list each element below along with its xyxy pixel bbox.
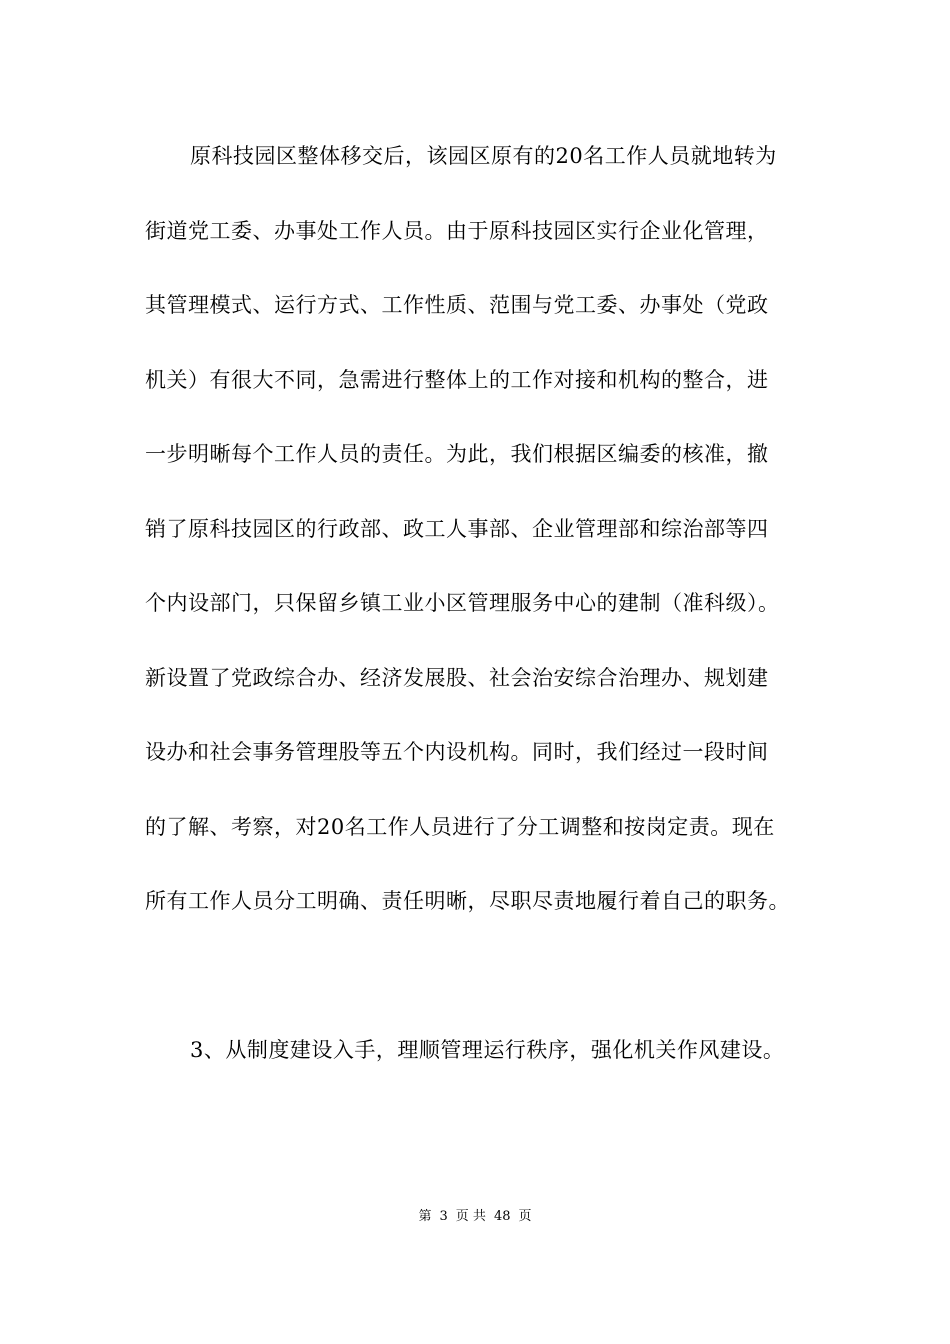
footer-mid: 页 共: [455, 1209, 486, 1224]
paragraph-line: 设办和社会事务管理股等五个内设机构。同时，我们经过一段时间: [145, 740, 769, 764]
paragraph-line: 销了原科技园区的行政部、政工人事部、企业管理部和综治部等四: [145, 517, 769, 541]
paragraph-line: 个内设部门，只保留乡镇工业小区管理服务中心的建制（准科级）。: [145, 591, 780, 615]
paragraph-line: 一步明晰每个工作人员的责任。为此，我们根据区编委的核准，撤: [145, 442, 769, 466]
paragraph-line: 所有工作人员分工明确、责任明晰，尽职尽责地履行着自己的职务。: [145, 889, 790, 913]
paragraph-line: 的了解、考察，对20名工作人员进行了分工调整和按岗定责。现在: [145, 815, 775, 839]
paragraph-line: 街道党工委、办事处工作人员。由于原科技园区实行企业化管理，: [145, 219, 769, 243]
footer-suffix: 页: [518, 1209, 532, 1224]
paragraph-line: 其管理模式、运行方式、工作性质、范围与党工委、办事处（党政: [145, 293, 769, 317]
paragraph-line: 新设置了党政综合办、经济发展股、社会治安综合治理办、规划建: [145, 666, 769, 690]
page-footer: [0, 1208, 950, 1226]
footer-total-pages: 48: [493, 1209, 511, 1224]
footer-current-page: 3: [439, 1209, 448, 1224]
paragraph-line: 机关）有很大不同，急需进行整体上的工作对接和机构的整合，进: [145, 368, 769, 392]
footer-prefix: 第: [418, 1209, 432, 1224]
section-heading: 3、从制度建设入手，理顺管理运行秩序，强化机关作风建设。: [190, 1038, 785, 1062]
paragraph-line: 原科技园区整体移交后，该园区原有的20名工作人员就地转为: [190, 144, 777, 168]
